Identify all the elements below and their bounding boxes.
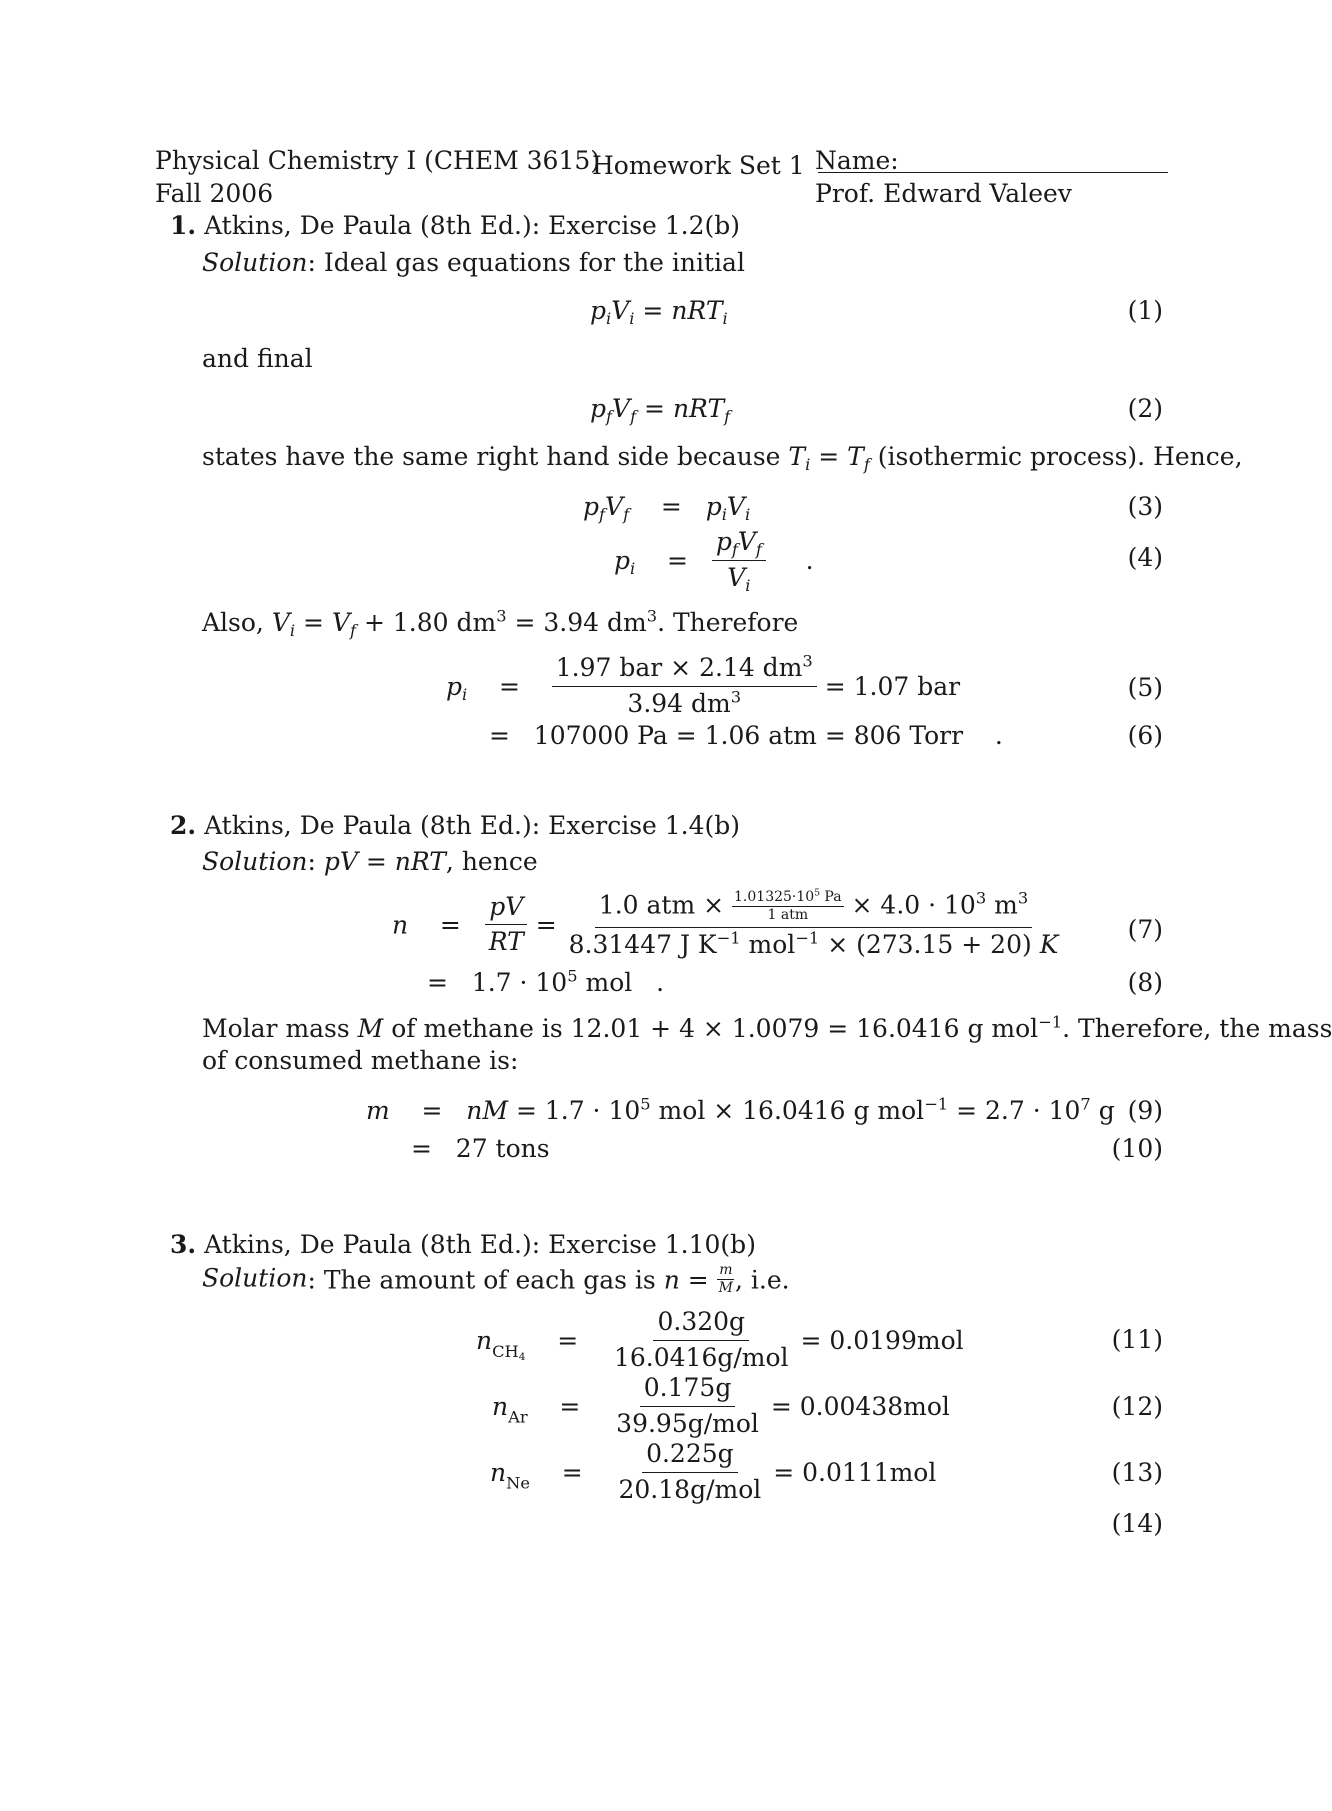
eq9-rhs-c: = 2.7 · 10 [948,1096,1081,1125]
equation-number-13: (13) [1111,1458,1163,1487]
consumed-methane-text: of consumed methane is: [202,1046,519,1075]
ne-mass: 0.225g [642,1440,738,1473]
term: Fall 2006 [155,179,274,208]
ch4-molar-mass: 16.0416g/mol [613,1342,789,1372]
eq9-rhs-a: = 1.7 · 10 [515,1096,641,1125]
equation-8: = $1.7 \cdot 10^5$ mol . [427,966,665,997]
problem-3-number: 3. [170,1230,197,1259]
equation-number-9: (9) [1127,1096,1163,1125]
problem-1-intro-text: : Ideal gas equations for the initial [307,248,745,277]
molar-mass-text: Molar mass M of methane is 12.01 + 4 × 1.0079 = 16.0416 g mol$^{-1}$. Therefore, the mass [202,1012,1332,1043]
states-text-a: states have the same right hand side because [202,442,781,471]
solution-label: Solution [202,248,308,277]
equation-12: $n_{Ar}$ = $\frac{0.175g}{\text{39.95g/mol}}$ = 0.00438mol [492,1373,950,1438]
problem-2-heading [170,813,740,838]
eq7-num-b: × 4.0 · 10 [851,890,976,920]
equation-number-2: (2) [1127,394,1163,423]
equation-number-1: (1) [1127,296,1163,325]
equation-number-7: (7) [1127,915,1163,944]
name-label: Name: [815,146,899,175]
molar-text-c: . Therefore, the mass [1062,1014,1332,1043]
ar-result: = 0.00438mol [770,1391,950,1421]
ch4-mass: 0.320g [653,1308,749,1341]
problem-2-title: Atkins, De Paula (8th Ed.): Exercise 1.4(b) [204,811,741,840]
equation-number-14: (14) [1111,1509,1163,1538]
equation-number-4: (4) [1127,543,1163,572]
problem-2-number: 2. [170,811,197,840]
ar-mass: 0.175g [640,1374,736,1407]
solution-label: Solution [202,1263,308,1293]
equation-number-12: (12) [1111,1392,1163,1421]
problem-3-solution-intro: Solution: The amount of each gas is n = $\frac{m}{M}$ , i.e. [202,1262,790,1297]
equation-6: = 107000 Pa = 1.06 atm = 806 Torr . [489,721,1003,750]
equation-9: m = nM = $1.7 \cdot 10^5$ mol × 16.0416 g $mol^{-1} = 2.7 \cdot 10^7$ g [366,1094,1115,1125]
eq9-rhs-d: g [1090,1096,1115,1125]
equation-2: $p_fV_f = nRT_f$ [590,394,731,426]
states-text: states have the same right hand side because $T_i = T_f$ (isothermic process). Hence, [202,442,1243,474]
problem-1-number: 1. [170,211,197,240]
eq6-rhs: 107000 Pa = 1.06 atm = 806 Torr [533,721,964,750]
eq7-den-c: × (273.15 + 20) [819,929,1032,959]
equation-number-10: (10) [1111,1134,1163,1163]
professor-name: Prof. Edward Valeev [815,179,1072,208]
equation-11: $n_{CH_4}$ = $\frac{0.320g}{\text{16.0416g/mol}}$ = 0.0199mol [476,1307,964,1372]
eq5-result: = 1.07 bar [824,671,961,701]
also-result: = 3.94 dm [514,608,647,637]
eq9-rhs-b: mol × 16.0416 g mol [650,1096,925,1125]
solution-label: Solution [202,847,308,876]
problem-1-title: Atkins, De Paula (8th Ed.): Exercise 1.2(b) [204,211,741,240]
eq10-rhs: 27 tons [455,1134,550,1163]
and-final-text: and final [202,344,313,373]
eq7-num-c: m [986,890,1018,920]
problem-3-heading [170,1232,756,1257]
ne-molar-mass: 20.18g/mol [618,1474,762,1504]
also-text: Also, $V_i = V_f + 1.80$ $dm^3 = 3.94$ $dm^3$. Therefore [202,606,799,640]
conv-num: 1.01325·10 [734,889,815,905]
eq7-den-b: mol [740,929,796,959]
problem-2-intro-text: , hence [445,847,538,876]
problem-3-intro-text: : The amount of each gas is [307,1265,656,1295]
equation-number-3: (3) [1127,492,1163,521]
problem-3-title: Atkins, De Paula (8th Ed.): Exercise 1.10(b) [204,1230,756,1259]
course-title: Physical Chemistry I (CHEM 3615) [155,146,601,175]
problem-1-solution-intro [202,250,745,275]
eq8-rhs: 1.7 · 10 [471,968,568,997]
states-text-b: (isothermic process). Hence, [877,442,1243,471]
problem-2-solution-intro: Solution: pV = nRT, hence [202,847,538,876]
conv-num-unit: Pa [819,889,842,905]
equation-13: $n_{Ne}$ = $\frac{0.225g}{\text{20.18g/mol}}$ = 0.0111mol [490,1439,937,1504]
equation-5: $p_i$ = $\frac{1.97 bar \times 2.14 dm^3}{3.94 dm^3}$ = 1.07 bar [446,651,961,718]
homework-title: Homework Set 1 [592,151,805,180]
ne-result: = 0.0111mol [773,1457,937,1487]
equation-number-5: (5) [1127,673,1163,702]
equation-3: $p_fV_f$ = $p_iV_i$ [583,492,751,524]
conv-den: 1 atm [767,907,809,924]
molar-text-a: Molar mass [202,1014,350,1043]
equation-number-11: (11) [1111,1325,1163,1354]
equation-number-6: (6) [1127,721,1163,750]
equation-number-8: (8) [1127,968,1163,997]
ch4-result: = 0.0199mol [800,1325,964,1355]
eq7-den-a: 8.31447 J K [568,929,717,959]
equation-1: $p_iV_i = nRT_i$ [590,296,728,328]
problem-1-heading [170,213,740,238]
equation-7: n = $\frac{pV}{RT}$ = 1.0 atm × $\frac{1.01325\cdot 10^5 Pa}{\text{1 atm}}$ × $4.0 \cdot 10^3$ $m^3$ 8.31447 J $K^{-1}$ mol$^{-1}$ × (273.15 + 20) K [392,888,1059,959]
eq7-num-a: 1.0 atm × [598,890,725,920]
molar-text-b: of methane is 12.01 + 4 × 1.0079 = 16.0416 g mol [391,1014,1039,1043]
eq5-denominator: 3.94 dm [627,688,731,718]
problem-3-intro-end: , i.e. [735,1265,790,1295]
name-underline [818,172,1168,173]
eq8-unit: mol [577,968,633,997]
therefore-text: . Therefore [657,608,799,637]
ar-molar-mass: 39.95g/mol [616,1408,759,1438]
also-label: Also, [202,608,264,637]
eq5-numerator: 1.97 bar × 2.14 dm [555,653,803,682]
equation-4: $p_i$ = $\frac{p_fV_f}{V_i}$ . [614,527,814,595]
equation-10: = 27 tons [411,1134,550,1163]
